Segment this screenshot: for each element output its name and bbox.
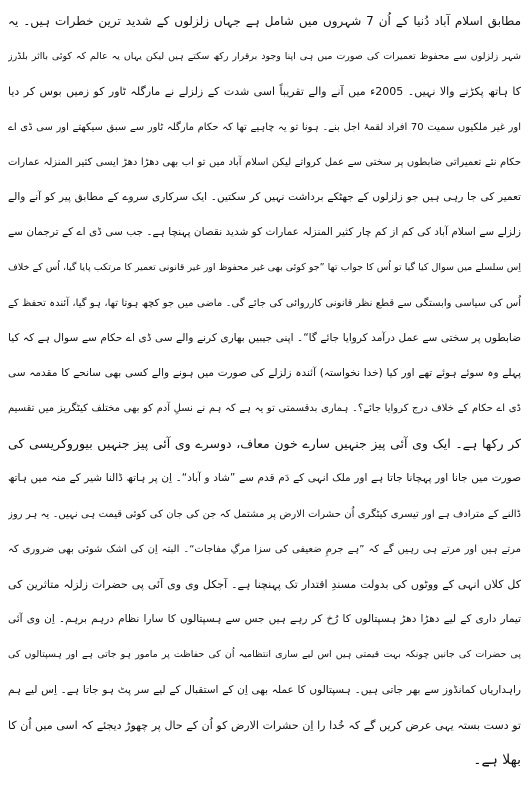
article-line: کل کلاں انہی کے ووٹوں کی بدولت مسندِ اقتدار تک پہنچنا ہے۔ آجکل وی وی آئی پی حضرات زلزلہ متاثرین کی bbox=[8, 578, 521, 591]
article-line: مرتے ہیں اور مرتے ہی رہیں گے کہ ”ہے جرمِ ضعیفی کی سزا مرگِ مفاجات“۔ البتہ اِن کی اشک شوئی بھی ضروری کہ bbox=[8, 543, 521, 555]
article-line: شہر زلزلوں سے محفوظ تعمیرات کی صورت میں ہی اپنا وجود برقرار رکھ سکتے ہیں لیکن یہاں یہ عالم کہ کوئی بااثر بلڈرز bbox=[8, 51, 521, 63]
article-line: کا ہاتھ پکڑنے والا نہیں۔ 2005ء میں آنے والے تقریباً اسی شدت کے زلزلے نے مارگلہ ٹاور کو زمیں بوس کر دیا bbox=[8, 85, 521, 99]
article-line: اُس کی سیاسی وابستگی سے قطع نظر قانونی کارروائی کی جائے گی۔ ماضی میں جو کچھ ہوتا تھا، ہو گیا، آئندہ تحفظ کے bbox=[8, 297, 521, 309]
article-line: صورت میں جانا اور پہچانا جاتا ہے اور ملک انہی کے دَم قدم سے ”شاد و آباد“۔ اِن پر ہاتھ ڈالنا شیر کے منہ میں ہاتھ bbox=[8, 472, 521, 485]
article-body bbox=[8, 4, 521, 804]
article-line: پہلے وہ سوئے ہوئے تھے اور کیا (خدا نخواستہ) آئندہ زلزلے کی صورت میں ہونے والے کسی بھی سانحے کا مقدمہ سی bbox=[8, 366, 521, 379]
article-line: ضابطوں پر سختی سے عمل درآمد کروایا جائے گا“۔ اپنی جیبیں بھاری کرنے والے سی ڈی اے حکام سے سوال ہے کہ کیا bbox=[8, 331, 521, 344]
article-line: تو دست بستہ یہی عرض کریں گے کہ خُدا را اِن حشرات الارض کو اُن کے حال پر چھوڑ دیجئے کہ اسی میں اُن کا bbox=[8, 718, 521, 732]
article-line: راہداریاں کمانڈوز سے بھر جاتی ہیں۔ ہسپتالوں کا عملہ بھی اِن کے استقبال کے لیے سر پٹ ہو جاتا ہے۔ اِس لیے ہم bbox=[8, 683, 521, 696]
article-line: تعمیر کی جا رہی ہیں جو زلزلوں کے جھٹکے برداشت نہیں کر سکتیں۔ ایک سرکاری سروے کے مطابق پیر کو آنے والے bbox=[8, 190, 521, 203]
article-line: ڈی اے حکام کے خلاف درج کروایا جائے؟۔ ہماری بدقسمتی تو یہ ہے کہ ہم نے نسلِ آدم کو بھی مختلف کیٹگریز میں تقسیم bbox=[8, 403, 521, 415]
article-line: تیمار داری کے لیے دھڑا دھڑ ہسپتالوں کا رُخ کر رہے ہیں جس سے ہسپتالوں کا سارا نظام درہم برہم۔ اِن وی آئی bbox=[8, 613, 521, 626]
article-line: کر رکھا ہے۔ ایک وی آئی پیز جنہیں سارے خون معاف، دوسرے وی آئی پیز جنہیں بیوروکریسی کی bbox=[8, 436, 521, 452]
article-line: زلزلے سے اسلام آباد کی کم از کم چار کثیر المنزلہ عمارات کو شدید نقصان پہنچا ہے۔ جب سی ڈی اے کے ترجمان سے bbox=[8, 226, 521, 239]
article-line: اور غیر ملکیوں سمیت 70 افراد لقمۂ اجل بنے۔ ہونا تو یہ چاہیے تھا کہ حکام مارگلہ ٹاور سے سبق سیکھتے اور سی ڈی اے bbox=[8, 121, 521, 133]
article-line: پی حضرات کی جانیں چونکہ بہت قیمتی ہیں اس لیے ساری انتظامیہ اُن کی حفاظت پر مامور ہو جاتی ہے اور ہسپتالوں کی bbox=[8, 649, 521, 661]
article-line: ڈالنے کے مترادف ہے اور تیسری کیٹگری اُن حشرات الارض پر مشتمل کہ جن کی جان کی کوئی قیمت ہی نہیں۔ یہ ہر روز bbox=[8, 508, 521, 520]
article-line: بھلا ہے۔ bbox=[473, 751, 521, 768]
article-line: حکام نئے تعمیراتی ضابطوں پر سختی سے عمل کرواتے لیکن اسلام آباد میں تو اب بھی دھڑا دھڑ ایسی کثیر المنزلہ عمارات bbox=[8, 156, 521, 168]
article-line: اِس سلسلے میں سوال کیا گیا تو اُس کا جواب تھا ”جو کوئی بھی غیر محفوظ اور غیر قانونی تعمیر کا مرتکب پایا گیا، اُس کے خلاف bbox=[8, 262, 521, 274]
article-line: مطابق اسلام آباد دُنیا کے اُن 7 شہروں میں شامل ہے جہاں زلزلوں کے شدید ترین خطرات ہیں۔ یہ bbox=[8, 14, 521, 28]
